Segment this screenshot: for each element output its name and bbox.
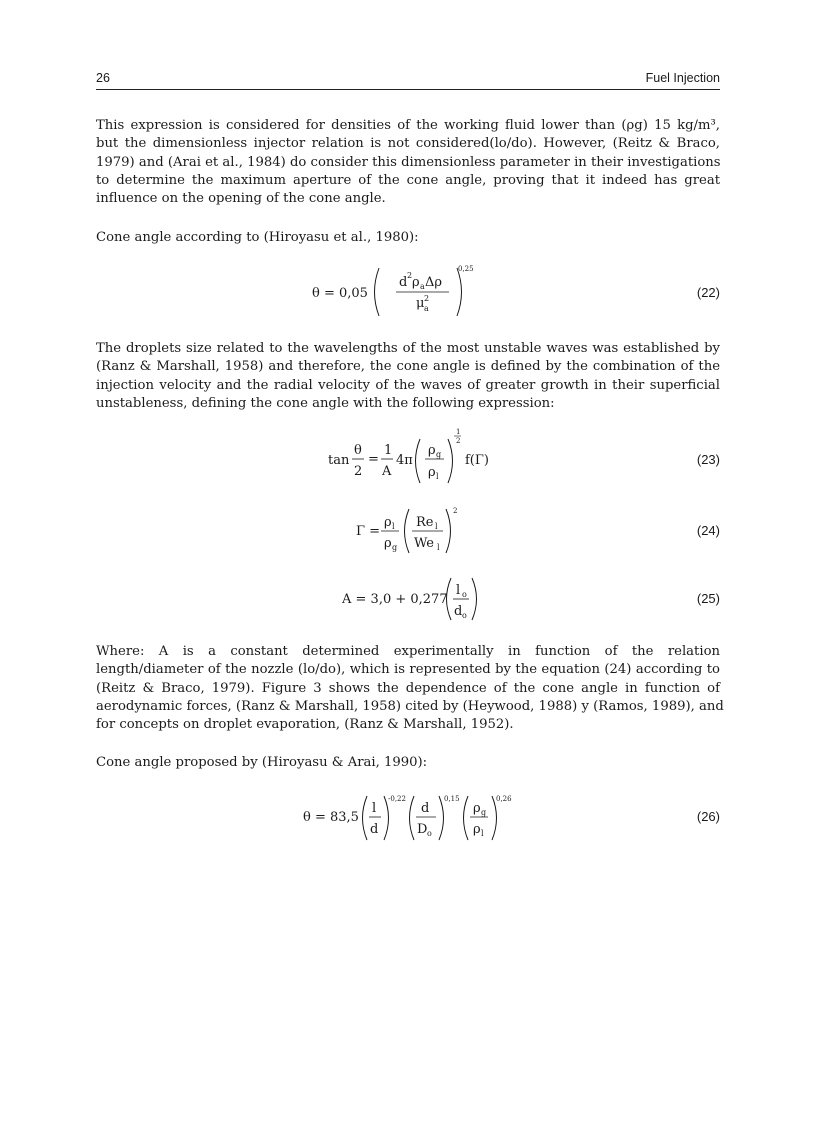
eq26-f2-den: D [417, 822, 428, 837]
paragraph-constant-A [96, 643, 724, 734]
eq22-rho-sub: a [420, 282, 425, 291]
eq26-f1-den: d [370, 822, 379, 837]
text-line: but the dimensionless injector relation is not considered(lo/do). However, (Reitz & Braco, [96, 136, 720, 152]
eq23-rho-l-sub: l [436, 472, 439, 481]
eq24-rho-l-sub: l [392, 522, 395, 531]
eq26-lhs: θ = 83,5 [303, 810, 359, 825]
eq26-f3-den-sub: l [481, 829, 484, 838]
text-line: (Reitz & Braco, 1979). Figure 3 shows the dependence of the cone angle in function of [96, 680, 720, 696]
eq22-d: d [399, 275, 408, 290]
equation-number: (24) [696, 523, 720, 538]
running-title: Fuel Injection [645, 71, 720, 85]
text-line: length/diameter of the nozzle (lo/do), which is represented by the equation (24) according to [96, 662, 720, 678]
equation-number: (22) [696, 285, 720, 300]
eq26-f2-exp: 0,15 [444, 795, 460, 803]
text-line: This expression is considered for densities of the working fluid lower than (ρg) 15 kg/m³, [96, 118, 720, 133]
equation-22-formula [96, 262, 720, 322]
text-line: injection velocity and the radial velocity of the waves of greater growth in their superficial [96, 377, 720, 393]
eq25-d: d [454, 604, 463, 619]
eq26-f3-num: ρ [473, 801, 481, 816]
eq23-one: 1 [384, 443, 393, 458]
eq23-equals: = [368, 452, 379, 467]
eq22-mu: μ [416, 296, 425, 311]
text-line: (Ranz & Marshall, 1958) and therefore, the cone angle is defined by the combination of the [96, 359, 720, 375]
eq26-f3-den: ρ [473, 822, 481, 837]
eq22-delta-rho: Δρ [425, 275, 443, 290]
eq23-A: A [382, 464, 392, 479]
eq22-d-sup: 2 [407, 271, 413, 280]
eq23-exp-num: 1 [456, 428, 461, 436]
text-line: Cone angle according to (Hiroyasu et al., 1980): [96, 230, 419, 245]
left-paren [375, 268, 380, 316]
eq25-l: l [456, 583, 461, 598]
eq26-f3-exp: 0,26 [496, 795, 512, 803]
eq22-rho: ρ [412, 275, 420, 290]
eq24-rho-g: ρ [384, 536, 392, 551]
eq23-theta: θ [354, 443, 362, 458]
equation-26 [96, 788, 720, 844]
text-line: to determine the maximum aperture of the cone angle, proving that it indeed has great [96, 172, 720, 188]
eq25-l-sub: o [462, 590, 467, 599]
eq23-four-pi: 4π [396, 453, 413, 468]
text-line: 1979) and (Arai et al., 1984) do consider this dimensionless parameter in their investigations [96, 154, 721, 170]
eq23-two: 2 [354, 464, 363, 479]
eq23-tan: tan [328, 453, 350, 468]
eq26-f3-num-sub: g [481, 808, 487, 817]
eq22-lhs: θ = 0,05 [312, 286, 368, 301]
text-line: aerodynamic forces, (Ranz & Marshall, 1958) cited by (Heywood, 1988) y (Ramos, 1989), and [96, 698, 724, 714]
eq23-f-gamma: f(Γ) [465, 453, 489, 468]
eq23-rho-g: ρ [428, 443, 436, 458]
eq23-exp-den: 2 [456, 437, 461, 445]
text-line: influence on the opening of the cone angle. [96, 191, 386, 207]
equation-23-formula [96, 425, 720, 489]
eq24-rho-g-sub: g [392, 543, 398, 552]
eq24-re: Re [416, 515, 434, 530]
paragraph-density-expression [96, 117, 720, 208]
eq24-we: We [414, 536, 434, 551]
page-number: 26 [96, 71, 110, 85]
header-rule [96, 89, 720, 90]
eq25-lhs: A = 3,0 + 0,277 [342, 592, 448, 607]
text-line: Cone angle proposed by (Hiroyasu & Arai, 1990): [96, 755, 428, 770]
equation-26-formula [96, 788, 720, 844]
text-line: The droplets size related to the wavelengths of the most unstable waves was established by [96, 341, 720, 356]
page-header [96, 71, 720, 89]
eq22-mu-sub: a [424, 304, 429, 313]
paragraph-hiroyasu-1980 [96, 229, 720, 247]
eq26-f2-num: d [421, 801, 430, 816]
eq26-f1-num: l [372, 801, 377, 816]
equation-number: (25) [696, 591, 720, 606]
equation-number: (23) [696, 452, 720, 467]
eq22-mu-sup: 2 [424, 294, 430, 303]
equation-22 [96, 262, 720, 322]
equation-25 [96, 574, 720, 624]
eq24-exponent: 2 [453, 507, 458, 515]
eq24-lhs: Γ = [356, 524, 381, 539]
paragraph-hiroyasu-arai [96, 754, 720, 772]
eq24-we-sub: l [437, 543, 440, 552]
eq26-f2-den-sub: o [427, 829, 432, 838]
right-paren [457, 268, 462, 316]
eq23-rho-g-sub: g [436, 450, 442, 459]
text-line: for concepts on droplet evaporation, (Ranz & Marshall, 1952). [96, 717, 514, 733]
eq22-exponent: 0,25 [458, 265, 474, 273]
eq25-d-sub: o [462, 611, 467, 620]
eq26-f1-exp: -0,22 [388, 795, 406, 803]
eq24-re-sub: l [435, 522, 438, 531]
text-line: Where: A is a constant determined experimentally in function of the relation [96, 644, 720, 659]
paragraph-droplet-size [96, 340, 720, 413]
equation-number: (26) [696, 809, 720, 824]
eq23-rho-l: ρ [428, 465, 436, 480]
eq24-rho-l: ρ [384, 515, 392, 530]
equation-24 [96, 502, 720, 558]
equation-25-formula [96, 574, 720, 624]
equation-23 [96, 425, 720, 489]
text-line: unstableness, defining the cone angle with the following expression: [96, 395, 555, 411]
equation-24-formula [96, 502, 720, 558]
